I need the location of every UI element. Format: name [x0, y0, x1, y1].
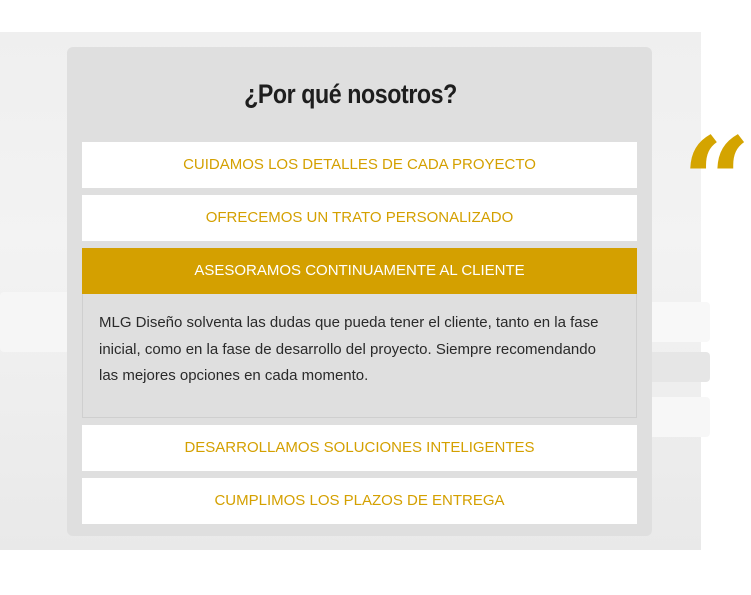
accordion-item-trato[interactable]: OFRECEMOS UN TRATO PERSONALIZADO: [82, 195, 637, 241]
accordion-item-detalles[interactable]: CUIDAMOS LOS DETALLES DE CADA PROYECTO: [82, 142, 637, 188]
accordion-body-text: MLG Diseño solventa las dudas que pueda tener el cliente, tanto en la fase inicial, como en la fase de desarrollo del proyecto. Siempre recomendando las mejores opciones en cada momento.: [99, 314, 599, 384]
accordion-panel-asesoramos: [82, 294, 637, 418]
quote-icon: “: [682, 111, 751, 252]
accordion-item-plazos[interactable]: CUMPLIMOS LOS PLAZOS DE ENTREGA: [82, 478, 637, 524]
background-shape: [0, 292, 70, 352]
accordion-item-asesoramos[interactable]: ASESORAMOS CONTINUAMENTE AL CLIENTE: [82, 248, 637, 294]
accordion-item-soluciones[interactable]: DESARROLLAMOS SOLUCIONES INTELIGENTES: [82, 425, 637, 471]
section-title: ¿Por qué nosotros?: [244, 79, 457, 109]
